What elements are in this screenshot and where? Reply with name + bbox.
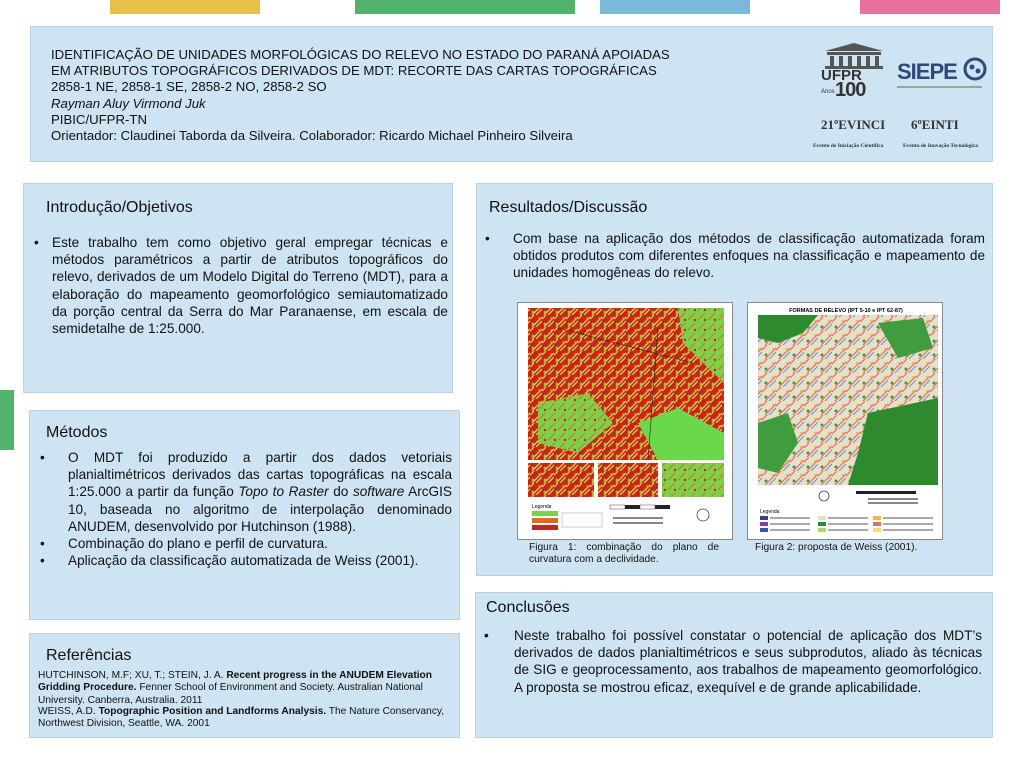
methods-b1-italic1: Topo to Raster	[238, 484, 329, 500]
methods-b1-italic2: software	[352, 484, 405, 500]
list-item: • Neste trabalho foi possível constatar o potencial de aplicação dos MDT’s derivados de dados planialtimétricos e seus subprodutos, aliado às técnicas de SIG e geoprocessamento, aos trabalhos de mapeamento geomorfológico. A proposta se mostrou eficaz, exequível e de grande aplicabilidade.	[484, 628, 982, 695]
einti-logo: 6ºEINTI	[911, 117, 959, 132]
ufpr-anos: Anos	[821, 89, 835, 95]
ref1-title: Recent progress in the ANUDEM Elevation Gridding Procedure.	[38, 670, 432, 694]
top-bar-pink	[860, 0, 1000, 14]
conclusions-bullet-text: Neste trabalho foi possível constatar o potencial de aplicação dos MDT’s derivados de dados planialtimétricos e seus subprodutos, aliado às técnicas de SIG e geoprocessamento, aos trabalhos de mapeamento geomorfológico. A proposta se mostrou eficaz, exequível e de grande aplicabilidade.	[514, 628, 982, 695]
header-panel	[30, 26, 993, 162]
list-item: • Aplicação da classificação automatizada de Weiss (2001).	[40, 553, 419, 569]
title-line-2: EM ATRIBUTOS TOPOGRÁFICOS DERIVADOS DE MDT: RECORTE DAS CARTAS TOPOGRÁFICAS	[51, 63, 657, 79]
list-item: • Com base na aplicação dos métodos de classificação automatizada foram obtidos produtos com diferentes enfoques na classificação e mapeamento de unidades homogêneas do relevo.	[485, 231, 985, 281]
methods-panel	[29, 410, 460, 620]
advisor-line: Orientador: Claudinei Taborda da Silveira. Colaborador: Ricardo Michael Pinheiro Silveira	[51, 128, 573, 144]
list-item: • Combinação do plano e perfil de curvatura.	[40, 536, 328, 552]
logo-area	[813, 41, 989, 153]
list-item: • O MDT foi produzido a partir dos dados vetoriais planialtimétricos derivados das cartas topográficas na escala 1:25.000 a partir da função Topo to Raster do software ArcGIS 10, baseada no algoritmo de interpolação denominado ANUDEM, desenvolvido por Hutchinson (1988).	[40, 450, 452, 534]
title-line-3: 2858-1 NE, 2858-1 SE, 2858-2 NO, 2858-2 SO	[51, 79, 327, 95]
methods-b3: Aplicação da classificação automatizada de Weiss (2001).	[68, 553, 419, 569]
figure-2-legend-label: Legenda	[760, 509, 780, 515]
results-panel	[476, 183, 993, 576]
conclusions-list	[482, 627, 982, 696]
intro-title: Introdução/Objetivos	[46, 199, 193, 216]
methods-b1-post: ArcGIS 10, baseada no algoritmo de interpolação denominado ANUDEM, desenvolvido por Hutchinson (1988).	[68, 484, 452, 534]
conclusions-title: Conclusões	[486, 599, 570, 616]
siepe-mark-icon	[963, 57, 987, 81]
methods-b2: Combinação do plano e perfil de curvatura.	[68, 536, 328, 552]
methods-title: Métodos	[46, 424, 108, 441]
einti-caption: Evento de Inovação Tecnológica	[903, 143, 979, 149]
figure-1-map	[517, 302, 733, 540]
ufpr-building-icon	[819, 41, 889, 69]
results-title: Resultados/Discussão	[489, 199, 648, 216]
ufpr-years: 100	[835, 79, 866, 101]
methods-b1-mid: do	[328, 484, 353, 500]
intro-list	[24, 234, 448, 337]
program-name: PIBIC/UFPR-TN	[51, 111, 147, 127]
left-green-accent	[0, 390, 14, 450]
author-name: Rayman Aluy Virmond Juk	[51, 95, 206, 111]
methods-b1-pre: O MDT foi produzido a partir dos dados vetoriais planialtimétricos derivados das cartas topográficas na escala 1:25.000 a partir da função	[68, 450, 452, 500]
figure-1-caption: Figura 1: combinação do plano de curvatura com a declividade.	[529, 542, 719, 566]
conclusions-panel	[475, 592, 993, 738]
results-bullet-text: Com base na aplicação dos métodos de classificação automatizada foram obtidos produtos com diferentes enfoques na classificação e mapeamento de unidades homogêneas do relevo.	[513, 231, 985, 281]
ref1-authors: HUTCHINSON, M.F; XU, T.; STEIN, J. A.	[38, 670, 227, 681]
ref2-authors: WEISS, A.D.	[38, 706, 99, 717]
references-panel	[29, 633, 460, 738]
methods-list	[36, 449, 452, 569]
ref1-publisher: Fenner School of Environment and Society. Australian National University. Canberra, Australia. 2011	[38, 682, 423, 706]
intro-panel	[23, 183, 453, 393]
ufpr-logo	[819, 41, 889, 101]
ufpr-text: UFPR	[821, 67, 862, 84]
siepe-subtitle-line	[897, 86, 982, 88]
siepe-logo	[897, 53, 989, 93]
evinci-logo: 21ºEVINCI	[821, 117, 886, 132]
figure-2-map	[747, 302, 943, 540]
top-bar-yellow	[110, 0, 260, 14]
ref2-publisher: The Nature Conservancy, Northwest Division, Seattle, WA. 2001	[38, 706, 445, 730]
figure-2-title: FORMAS DE RELEVO (IPT 5-10 e IPT 62-87)	[789, 308, 903, 314]
references-title: Referências	[46, 647, 132, 664]
figure-2-caption: Figura 2: proposta de Weiss (2001).	[755, 542, 918, 553]
top-bar-green	[355, 0, 575, 14]
evinci-caption: Evento de Iniciação Científica	[813, 143, 884, 149]
header-text	[51, 47, 791, 144]
reference-2	[38, 706, 456, 731]
results-list	[483, 230, 985, 282]
ref2-title: Topographic Position and Landforms Analysis.	[98, 706, 327, 717]
top-bar-blue	[600, 0, 750, 14]
list-item: • Este trabalho tem como objetivo geral empregar técnicas e métodos paramétricos a partir de atributos topográficos do relevo, derivados de um Modelo Digital do Terreno (MDT), para a elaboração do mapeamento geomorfológico semiautomatizado da porção central da Serra do Mar Paranaense, em escala de semidetalhe de 1:25.000.	[34, 235, 448, 337]
figure-1-image	[518, 303, 733, 540]
title-line-1: IDENTIFICAÇÃO DE UNIDADES MORFOLÓGICAS DO RELEVO NO ESTADO DO PARANÁ APOIADAS	[51, 47, 670, 62]
figure-2-image	[748, 303, 943, 540]
siepe-text: SIEPE	[897, 59, 957, 84]
intro-bullet-text: Este trabalho tem como objetivo geral empregar técnicas e métodos paramétricos a partir de atributos topográficos do relevo, derivados de um Modelo Digital do Terreno (MDT), para a elaboração do mapeamento geomorfológico semiautomatizado da porção central da Serra do Mar Paranaense, em escala de semidetalhe de 1:25.000.	[52, 235, 448, 337]
reference-1	[38, 670, 456, 707]
figure-1-legend-label: Legenda	[532, 504, 552, 510]
